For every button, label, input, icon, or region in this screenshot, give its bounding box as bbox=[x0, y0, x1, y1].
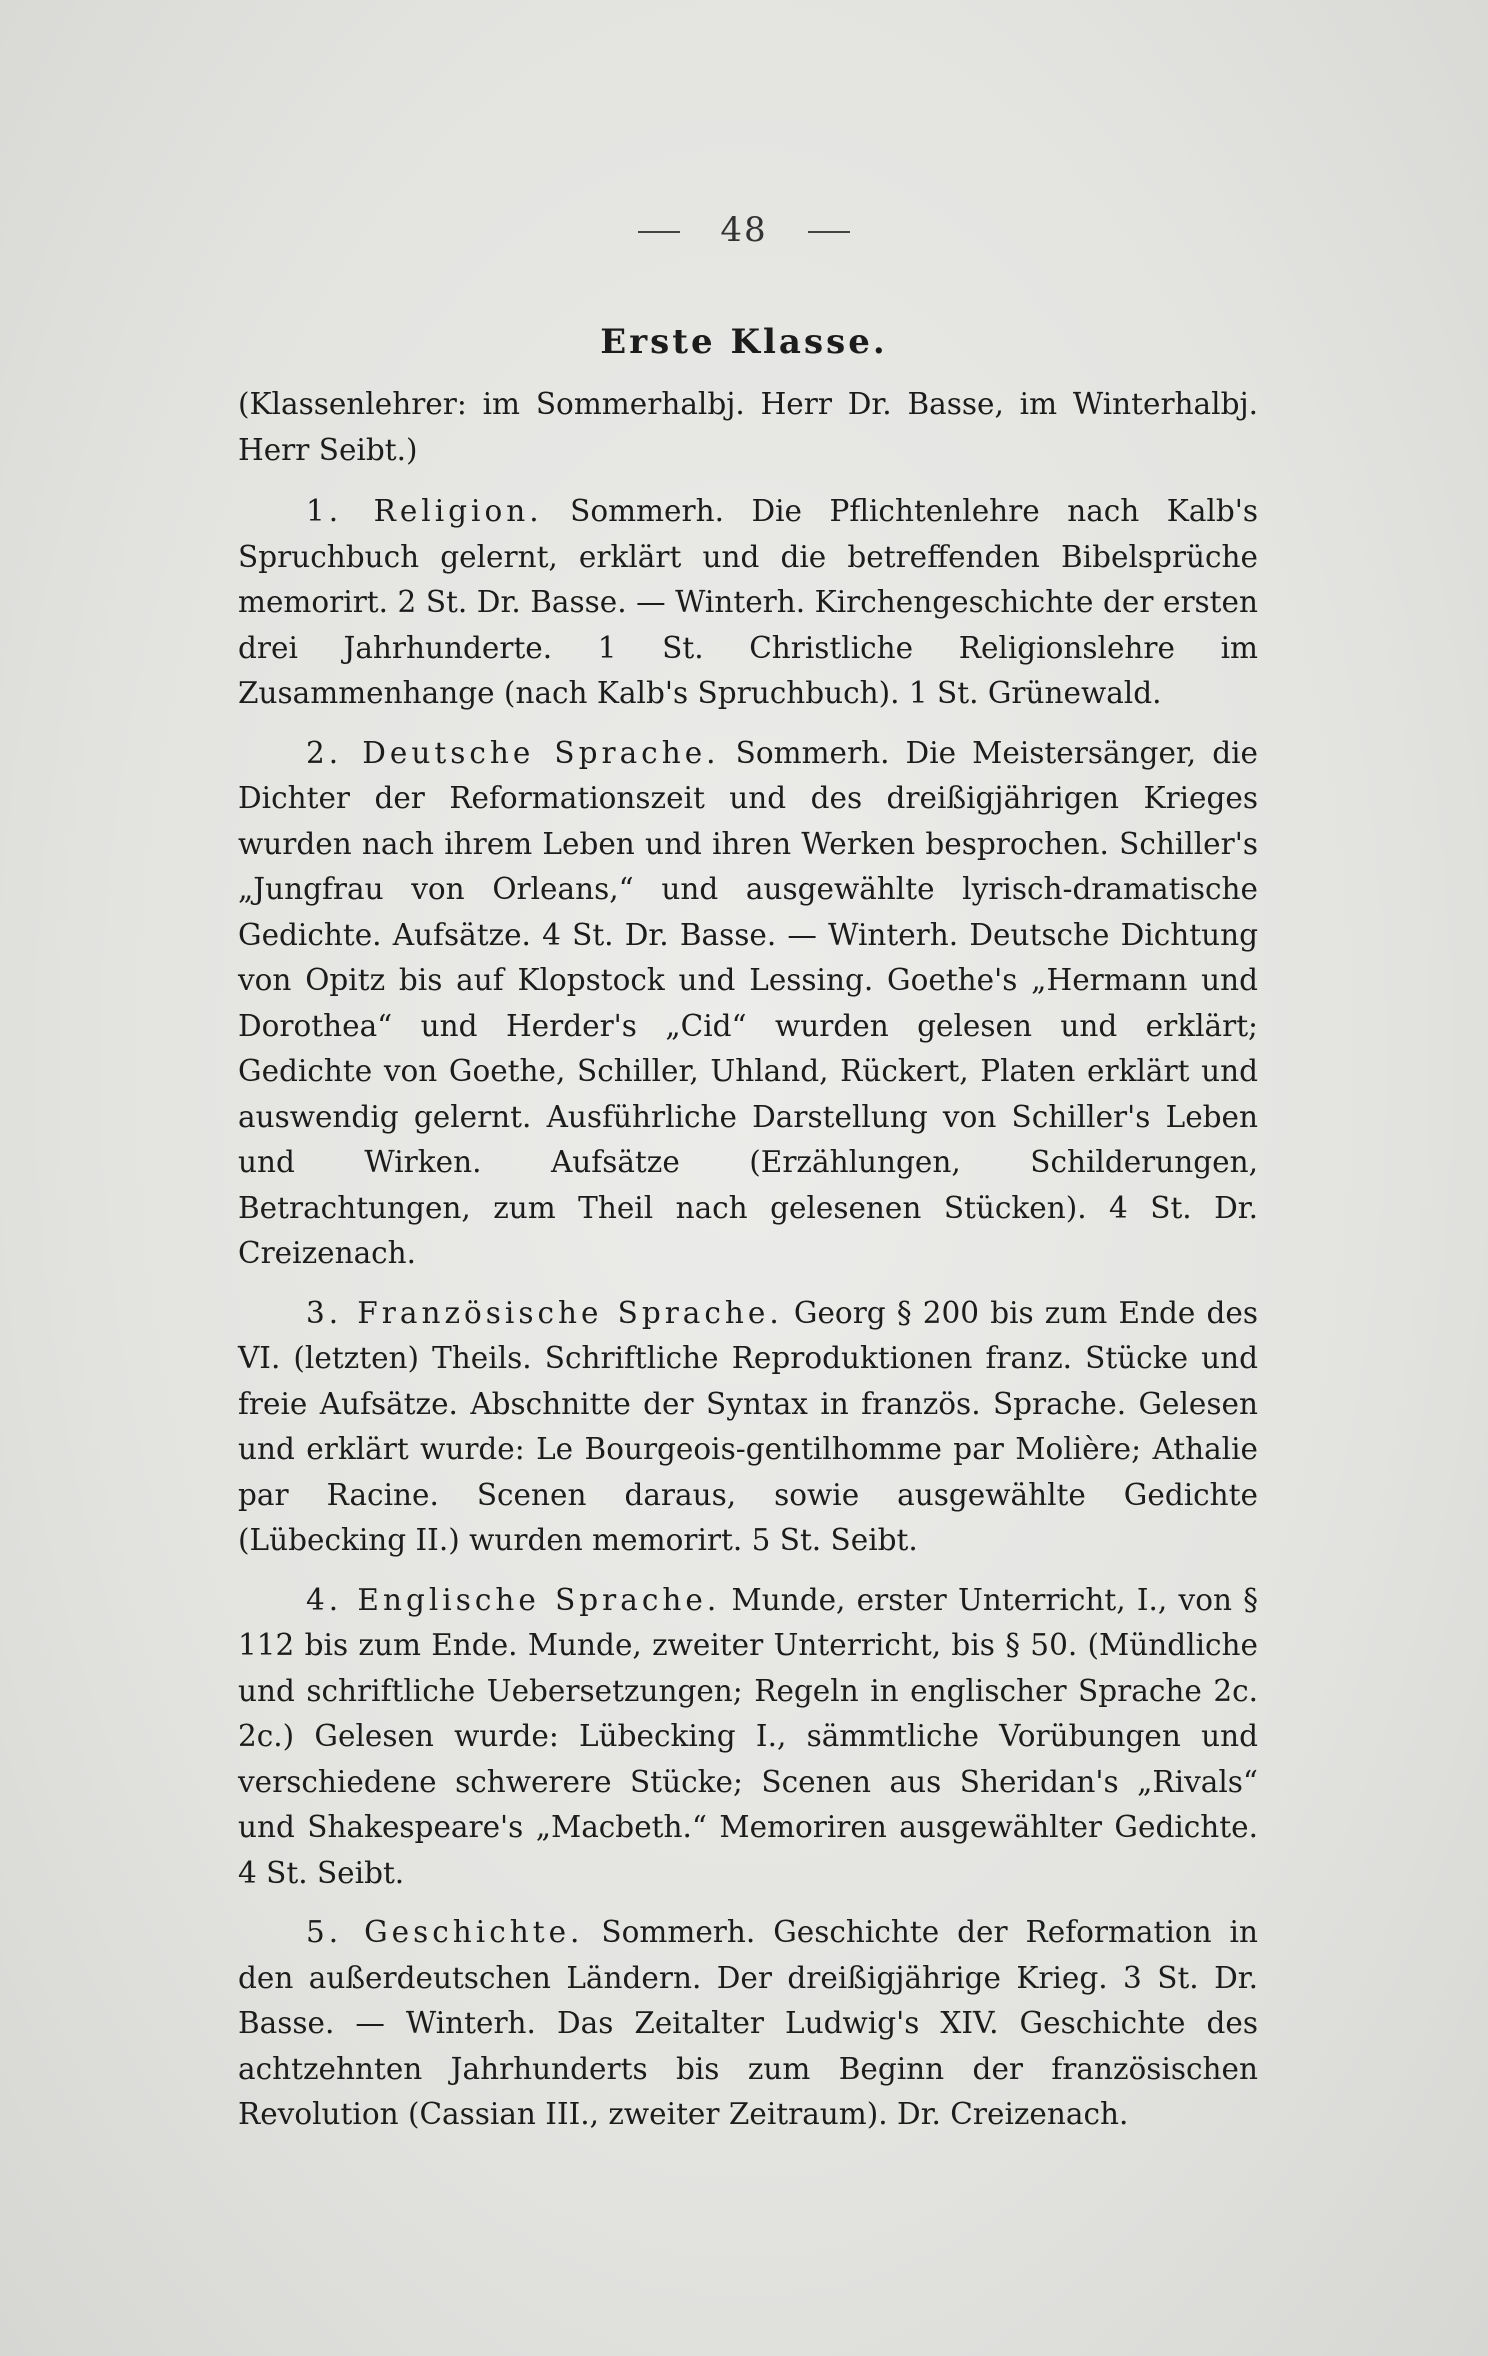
header-dash-left bbox=[638, 231, 680, 233]
subject-heading: 1. Religion. bbox=[306, 494, 543, 528]
subject-text: Munde, erster Unterricht, I., von § 112 bis zum Ende. Munde, zweiter Unterricht, bis § 50. (Mündliche und schriftliche Uebersetzungen; Regeln in englischer Sprache 2c. 2c.) Gelesen wurde: Lübecking I., sämmtliche Vorübungen und verschiedene schwerere Stücke; Scenen aus Sheridan's „Rivals“ und Shakespeare's „Macbeth.“ Memoriren ausgewählter Gedichte. 4 St. Seibt. bbox=[238, 1582, 1258, 1890]
page-body bbox=[238, 382, 1258, 2152]
subject-franzoesisch bbox=[238, 1291, 1258, 1564]
header-dash-right bbox=[808, 231, 850, 233]
subject-text: Sommerh. Geschichte der Reformation in den außerdeutschen Ländern. Der dreißigjährige Krieg. 3 St. Dr. Basse. — Winterh. Das Zeitalter Ludwig's XIV. Geschichte des achtzehnten Jahrhunderts bis zum Beginn der französischen Revolution (Cassian III., zweiter Zeitraum). Dr. Creizenach. bbox=[238, 1915, 1258, 2131]
subject-heading: 2. Deutsche Sprache. bbox=[306, 735, 720, 770]
subject-text: Georg § 200 bis zum Ende des VI. (letzten) Theils. Schriftliche Reproduktionen franz. Stücke und freie Aufsätze. Abschnitte der Syntax in französ. Sprache. Gelesen und erklärt wurde: Le Bourgeois-gentilhomme par Molière; Athalie par Racine. Scenen daraus, sowie ausgewählte Gedichte (Lübecking II.) wurden memorirt. 5 St. Seibt. bbox=[238, 1295, 1258, 1557]
subject-deutsch bbox=[238, 731, 1258, 1277]
page-header bbox=[0, 210, 1488, 250]
subject-heading: 5. Geschichte. bbox=[306, 1915, 584, 1949]
subject-englisch bbox=[238, 1578, 1258, 1897]
class-teacher-note: (Klassenlehrer: im Sommerhalbj. Herr Dr. Basse, im Winterhalbj. Herr Seibt.) bbox=[238, 387, 1258, 467]
subject-geschichte bbox=[238, 1910, 1258, 2138]
section-title: Erste Klasse. bbox=[600, 322, 888, 362]
subject-religion bbox=[238, 489, 1258, 717]
subject-heading: 3. Französische Sprache. bbox=[306, 1295, 783, 1330]
subject-text: Sommerh. Die Meistersänger, die Dichter der Reformationszeit und des dreißigjährigen Krieges wurden nach ihrem Leben und ihren Werken besprochen. Schiller's „Jungfrau von Orleans,“ und ausgewählte lyrisch-dramatische Gedichte. Aufsätze. 4 St. Dr. Basse. — Winterh. Deutsche Dichtung von Opitz bis auf Klopstock und Lessing. Goethe's „Hermann und Dorothea“ und Herder's „Cid“ wurden gelesen und erklärt; Gedichte von Goethe, Schiller, Uhland, Rückert, Platen erklärt und auswendig gelernt. Ausführliche Darstellung von Schiller's Leben und Wirken. Aufsätze (Erzählungen, Schilderungen, Betrachtungen, zum Theil nach gelesenen Stücken). 4 St. Dr. Creizenach. bbox=[238, 735, 1258, 1270]
subject-text: Sommerh. Die Pflichtenlehre nach Kalb's Spruchbuch gelernt, erklärt und die betreffenden Bibelsprüche memorirt. 2 St. Dr. Basse. — Winterh. Kirchengeschichte der ersten drei Jahrhunderte. 1 St. Christliche Religionslehre im Zusammenhange (nach Kalb's Spruchbuch). 1 St. Grünewald. bbox=[238, 494, 1258, 710]
page-number: 48 bbox=[720, 210, 768, 250]
subject-heading: 4. Englische Sprache. bbox=[306, 1582, 721, 1617]
